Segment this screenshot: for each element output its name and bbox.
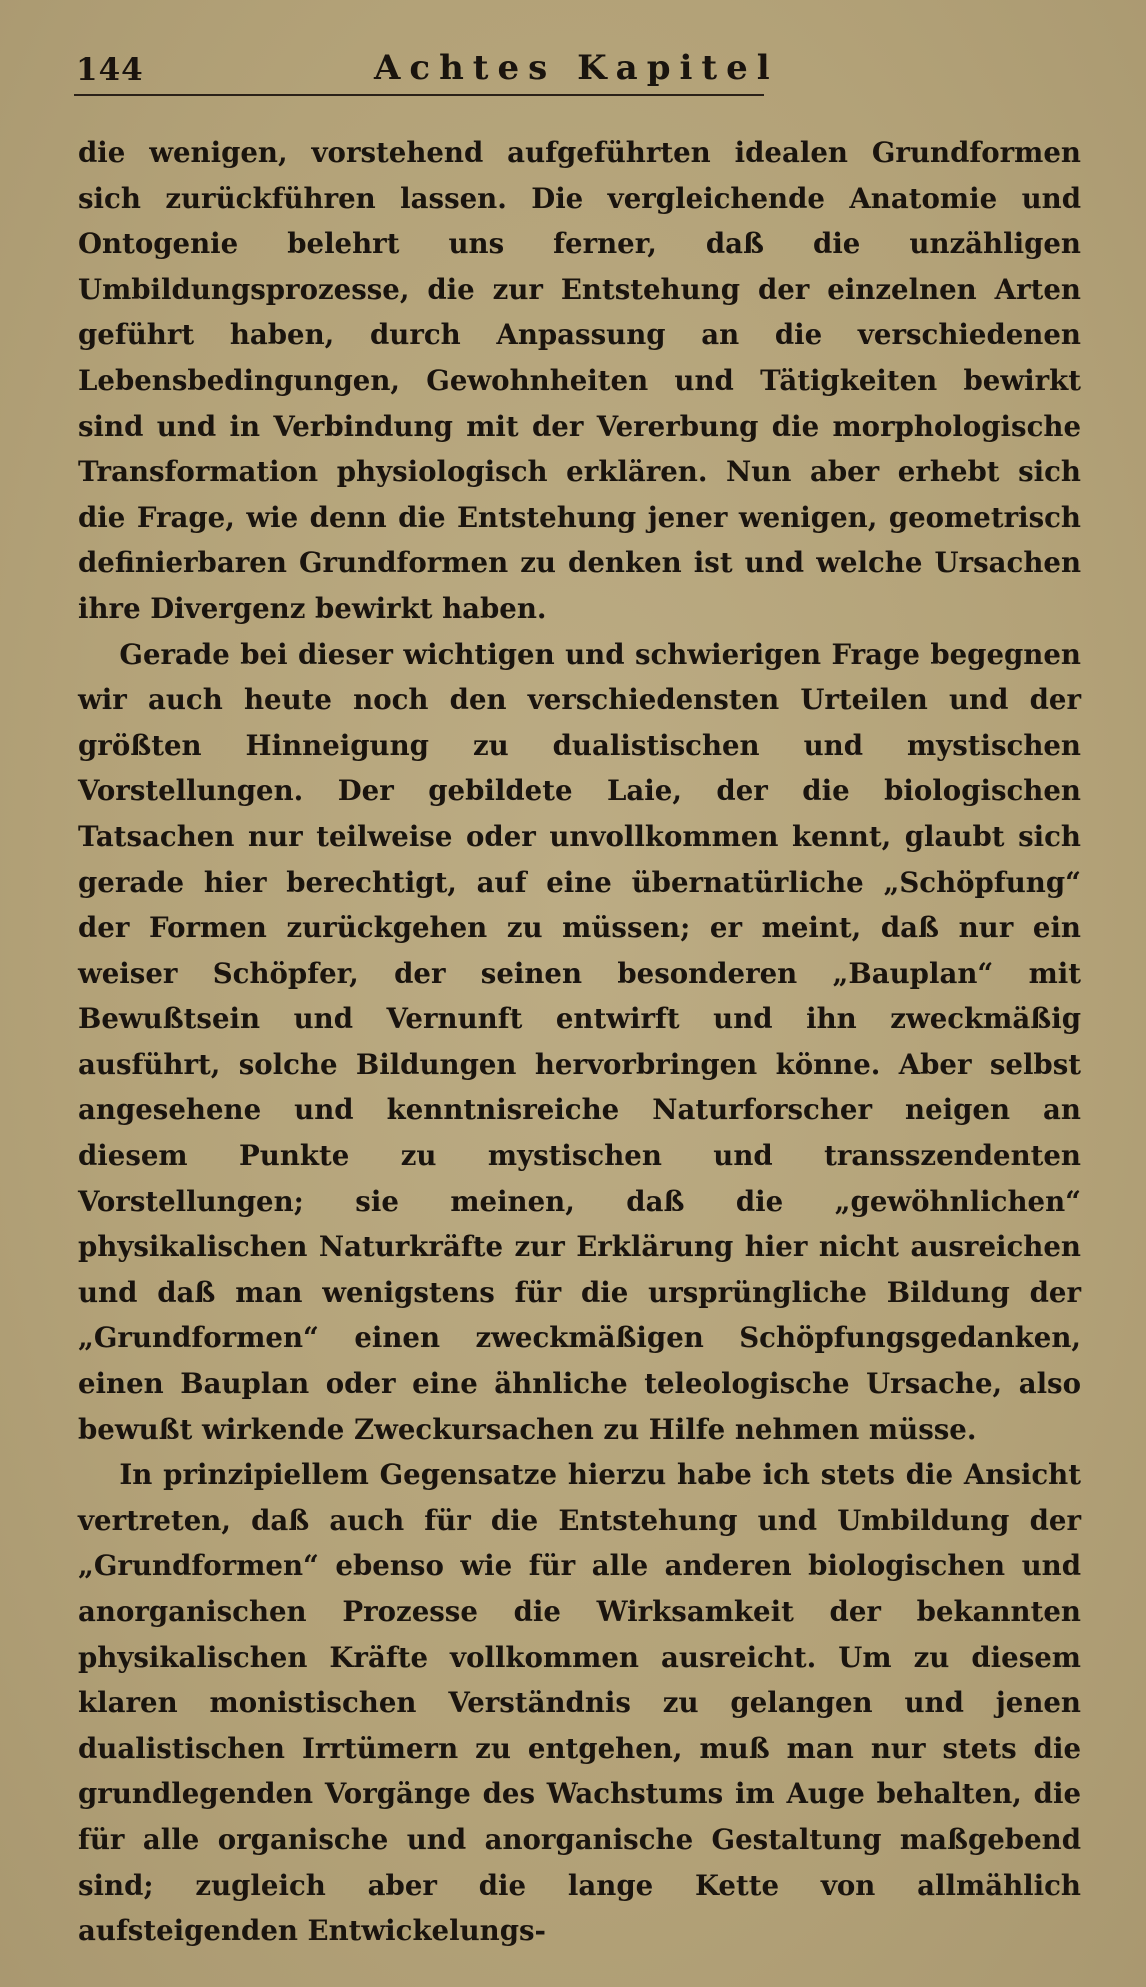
paragraph: In prinzipiellem Gegensatze hierzu habe ich stets die Ansicht vertreten, daß auch für die Entstehung und Umbildung der „Grundformen“ ebenso wie für alle anderen biologischen und anorganischen Prozesse die Wirksamkeit der bekannten physikalischen Kräfte vollkommen ausreicht. Um zu diesem klaren monistischen Verständnis zu gelangen und jenen dualistischen Irrtümern zu entgehen, muß man nur stets die grundlegenden Vorgänge des Wachstums im Auge behalten, die für alle organische und anorganische Gestaltung maßgebend sind; zugleich aber die lange Kette von allmählich aufsteigenden Entwickelungs- bbox=[78, 1458, 1081, 1948]
paragraph: die wenigen, vorstehend aufgeführten idealen Grundformen sich zurückführen lassen. Die vergleichende Anatomie und Ontogenie belehrt uns ferner, daß die unzähligen Umbildungsprozesse, die zur Entstehung der einzelnen Arten geführt haben, durch Anpassung an die verschiedenen Lebensbedingungen, Gewohnheiten und Tätigkeiten bewirkt sind und in Verbindung mit der Vererbung die morphologische Transformation physiologisch erklären. Nun aber erhebt sich die Frage, wie denn die Entstehung jener wenigen, geometrisch definierbaren Grundformen zu denken ist und welche Ursachen ihre Divergenz bewirkt haben. bbox=[78, 136, 1081, 625]
header-rule bbox=[74, 94, 764, 96]
page-header bbox=[74, 48, 1084, 94]
paragraph: Gerade bei dieser wichtigen und schwierigen Frage begegnen wir auch heute noch den verschiedensten Urteilen und der größten Hinneigung zu dualistischen und mystischen Vorstellungen. Der gebildete Laie, der die biologischen Tatsachen nur teilweise oder unvollkommen kennt, glaubt sich gerade hier berechtigt, auf eine übernatürliche „Schöpfung“ der Formen zurückgehen zu müssen; er meint, daß nur ein weiser Schöpfer, der seinen besonderen „Bauplan“ mit Bewußtsein und Vernunft entwirft und ihn zweckmäßig ausführt, solche Bildungen hervorbringen könne. Aber selbst angesehene und kenntnisreiche Naturforscher neigen an diesem Punkte zu mystischen und transszendenten Vorstellungen; sie meinen, daß die „gewöhnlichen“ physikalischen Naturkräfte zur Erklärung hier nicht ausreichen und daß man wenigstens für die ursprüngliche Bildung der „Grundformen“ einen zweckmäßigen Schöpfungsgedanken, einen Bauplan oder eine ähnliche teleologische Ursache, also bewußt wirkende Zweckursachen zu Hilfe nehmen müsse. bbox=[78, 637, 1081, 1446]
running-title: Achtes Kapitel bbox=[374, 48, 779, 88]
body-text bbox=[78, 130, 1081, 1954]
page-number: 144 bbox=[76, 52, 144, 88]
